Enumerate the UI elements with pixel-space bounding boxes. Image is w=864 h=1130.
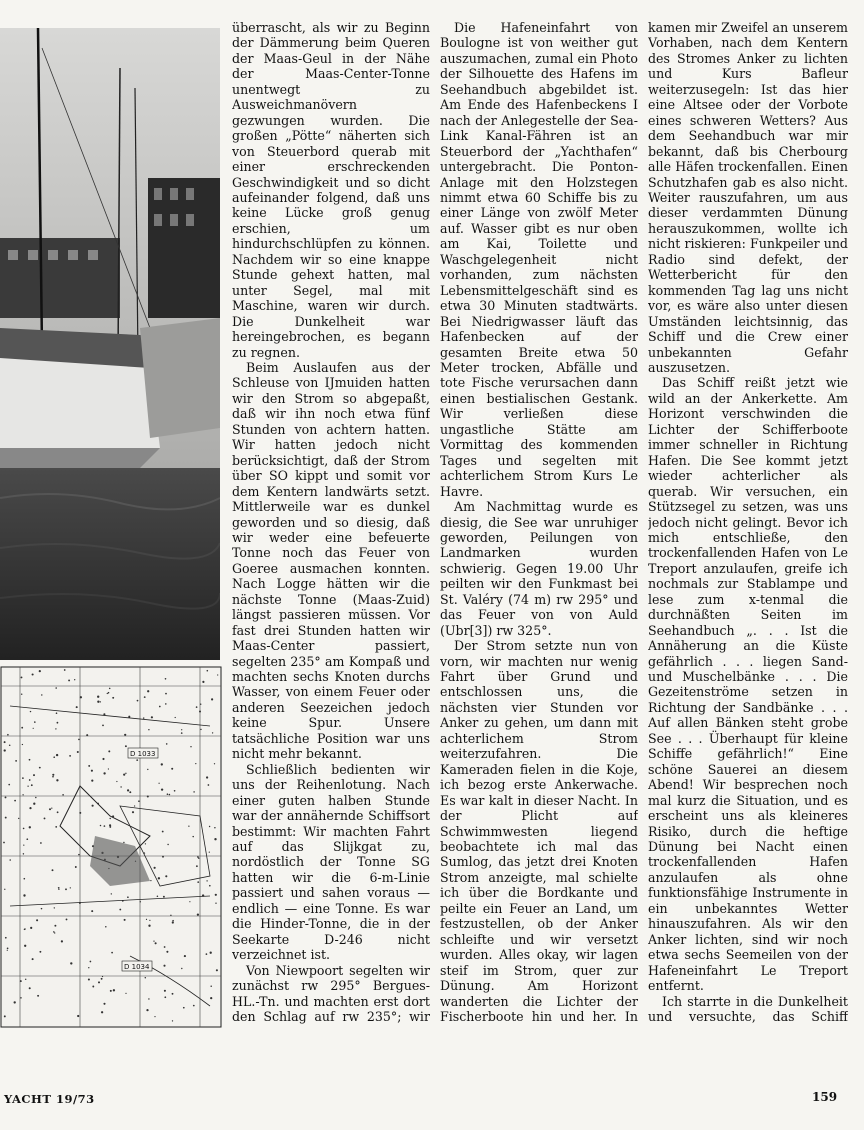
harbour-photo (0, 28, 220, 660)
paragraph: Die Hafeneinfahrt von Boulogne ist von weither gut auszumachen, zumal ein Photo der Silhouette des Hafens im Seehandbuch abgebildet ist. Am Ende des Hafenbeckens I nach der Anlegestelle der Sea-Link Kanal-Fähren ist an Steuerbord der „Yachthafen“ untergebracht. Die Ponton-Anlage mit den Holzstegen nimmt etwa 60 Schiffe bis zu einer Länge von zwölf Meter auf. Wasser gibt es nur oben am Kai, Toilette und Waschgelegenheit nicht vorhanden, zum nächsten Lebensmittelgeschäft sind es etwa 30 Minuten stadtwärts. Bei Niedrigwasser läuft das Hafenbecken auf der gesamten Breite etwa 50 Meter trocken, Abfälle und tote Fische verursachen dann einen bestialischen Gestank. Wir verließen diese ungastliche Stätte am Vormittag des kommenden Tages und segelten mit achterlichem Strom Kurs Le Havre. (440, 20, 638, 499)
nautical-chart (0, 666, 222, 1028)
article-column-1 (232, 20, 430, 1025)
chart-box-label-1: D 1033 (130, 750, 156, 758)
paragraph: kamen mir Zweifel an unserem Vorhaben, nach dem Kentern des Stromes Anker zu lichten und Kurs Bafleur weiterzusegeln: Ist das hier eine Altsee oder der Vorbote eines schweren Wetters? Aus dem Seehandbuch war mir bekannt, daß bis Cherbourg alle Häfen trockenfallen. Einen Schutzhafen gab es also nicht. Weiter rauszufahren, um aus dieser verdammten Dünung herauszukommen, wollte ich nicht riskieren: Funkpeiler und Radio sind defekt, der Wetterbericht für den kommenden Tag lag uns nicht vor, es wäre also unter diesen Umständen leichtsinnig, das Schiff und die Crew einer unbekannten Gefahr auszusetzen. (648, 20, 848, 375)
paragraph: Schließlich bedienten wir uns der Reihenlotung. Nach einer guten halben Stunde war der annähernde Schiffsort bestimmt: Wir machten Fahrt auf das Slijkgat zu, nordöstlich der Tonne SG hatten wir die 6-m-Linie passiert und sahen voraus — endlich — eine Tonne. Es war die Hinder-Tonne, die in der Seekarte D-246 nicht verzeichnet ist. (232, 761, 430, 963)
article-column-3 (648, 20, 848, 1025)
page-number: 159 (812, 1090, 838, 1104)
paragraph: Ich starrte in die Dunkelheit und versuchte, das Schiff (648, 993, 848, 1024)
paragraph: Der Strom setzte nun von vorn, wir machten nur wenig Fahrt über Grund und entschlossen uns, die nächsten vier Stunden vor Anker zu gehen, um dann mit achterlichem Strom weiterzufahren. Die Kameraden fielen in die Koje, ich bezog erste Ankerwache. Es war kalt in dieser Nacht. In der Plicht auf Schwimmwesten liegend beobachtete ich mal das Sumlog, das jetzt drei Knoten Strom anzeigte, mal schielte ich über die Bordkante und peilte ein Feuer an Land, um festzustellen, ob der Anker schleifte und wir versetzt wurden. Alles okay, wir lagen steif im Strom, quer zur Dünung. Am Horizont wanderten die Lichter der Fischerboote hin und her. In (440, 638, 638, 1024)
paragraph: Am Nachmittag wurde es diesig, die See war unruhiger geworden, Peilungen von Landmarken wurden schwierig. Gegen 19.00 Uhr peilten wir den Funkmast bei St. Valéry (74 m) rw 295° und das Feuer von von Auld (Ubr[3]) rw 325°. (440, 499, 638, 638)
paragraph: Beim Auslaufen aus der Schleuse von IJmuiden hatten wir den Strom so abgepaßt, daß wir ihn noch etwa fünf Stunden von achtern hatten. Wir hatten jedoch nicht berücksichtigt, daß der Strom über SO kippt und somit vor dem Kentern landwärts setzt. Mittlerweile war es dunkel geworden und so diesig, daß wir weder eine befeuerte Tonne noch das Feuer von Goeree ausmachen konnten. Nach Logge hätten wir die nächste Tonne (Maas-Zuid) längst passieren müssen. Vor fast drei Stunden hatten wir Maas-Center passiert, segelten 235° am Kompaß und machten sechs Knoten durchs Wasser, von einem Feuer oder anderen Seezeichen jedoch keine Spur. Unsere tatsächliche Position war uns nicht mehr bekannt. (232, 359, 430, 762)
article-column-2 (440, 20, 638, 1025)
paragraph: überrascht, als wir zu Beginn der Dämmerung beim Queren der Maas-Geul in der Nähe der Maas-Center-Tonne unentwegt zu Ausweichmanövern gezwungen wurden. Die großen „Pötte“ näherten sich von Steuerbord querab mit einer erschreckenden Geschwindigkeit und so dicht aufeinander folgend, daß uns keine Lücke groß genug erschien, um hindurchschlüpfen zu können. Nachdem wir so eine knappe Stunde gehext hatten, mal unter Segel, mal mit Maschine, waren wir durch. Die Dunkelheit war hereingebrochen, es begann zu regnen. (232, 20, 430, 360)
chart-box-label-2: D 1034 (124, 963, 150, 971)
paragraph: Das Schiff reißt jetzt wie wild an der Ankerkette. Am Horizont verschwinden die Lichter der Schifferboote immer schneller in Richtung Hafen. Die See kommt jetzt wieder achterlicher als querab. Wir versuchen, ein Stützsegel zu setzen, was uns jedoch nicht gelingt. Bevor ich mich entschließe, den trockenfallenden Hafen von Le Treport anzulaufen, greife ich nochmals zur Stablampe und lese zum x-tenmal die durchnäßten Seiten im Seehandbuch „. . . Ist die Annäherung an die Küste gefährlich . . . liegen Sand- und Muschelbänke . . . Die Gezeitenströme setzen in Richtung der Sandbänke . . . Auf allen Bänken steht grobe See . . . Überhaupt für kleine Schiffe gefährlich!“ Eine schöne Sauerei an diesem Abend! Wir besprechen noch mal kurz die Situation, und es erscheint uns als kleineres Risiko, durch die heftige Dünung bei Nacht einen trockenfallenden Hafen anzulaufen als ohne funktionsfähige Instrumente in ein unbekanntes Wetter hinauszufahren. Als wir den Anker lichten, sind wir noch etwa sechs Seemeilen von der Hafeneinfahrt Le Treport entfernt. (648, 375, 848, 994)
paragraph: Von Niewpoort segelten wir zunächst rw 295° Bergues-HL.-Tn. und machten erst dort den Schlag auf rw 235°; wir (232, 962, 430, 1024)
magazine-issue: YACHT 19/73 (4, 1092, 95, 1106)
